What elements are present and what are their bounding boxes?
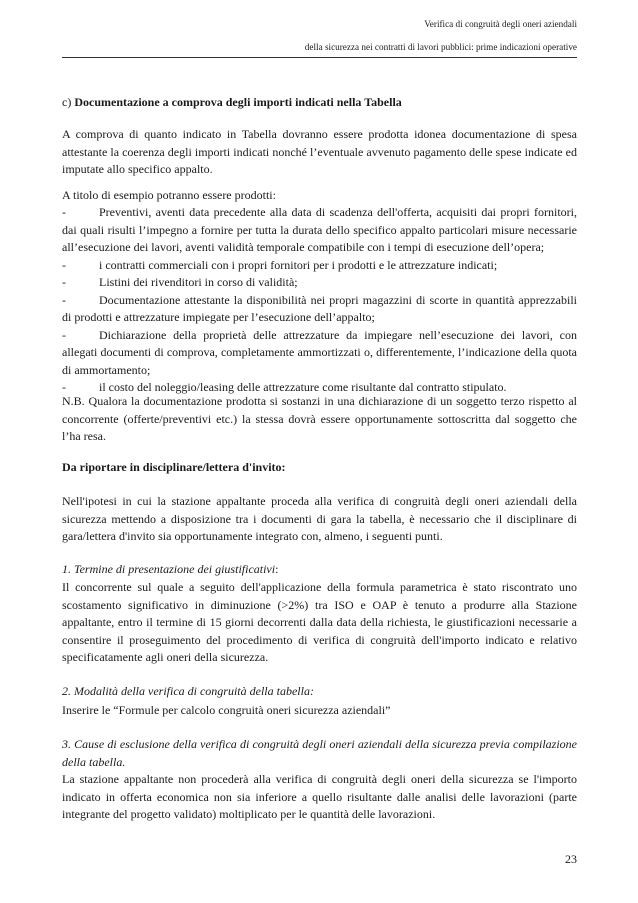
point3-paragraph: La stazione appaltante non procederà alla verifica di congruità degli oneri della sicurezza se l'importo indicato in offerta economica non sia inferiore a quello risultante dalle analisi delle lavorazioni (parte integrante del progetto validato) moltiplicato per le quantità delle lavorazioni. <box>62 772 577 821</box>
disciplinare-heading: Da riportare in disciplinare/lettera d'invito: <box>62 460 286 474</box>
section-c-title: Documentazione a comprova degli importi indicati nella Tabella <box>74 95 402 109</box>
page-number: 23 <box>565 852 577 866</box>
point1-title: 1. Termine di presentazione dei giustificativi <box>62 562 276 576</box>
disciplinare-paragraph: Nell'ipotesi in cui la stazione appaltante proceda alla verifica di congruità degli oneri aziendali della sicurezza mettendo a disposizione tra i documenti di gara la tabella, è necessario che il disciplinare di gara/lettera d'invito sia opportunamente integrato con, almeno, i seguenti punti. <box>62 494 577 543</box>
examples-list <box>62 204 577 397</box>
running-header-line2: della sicurezza nei contratti di lavori pubblici: prime indicazioni operative <box>304 42 577 52</box>
list-item: - il costo del noleggio/leasing delle attrezzature come risultante dal contratto stipulato. <box>62 379 577 397</box>
header-rule <box>62 57 577 58</box>
point3-heading: 3. Cause di esclusione della verifica di congruità degli oneri aziendali della sicurezza previa compilazione della tabella. <box>62 737 577 769</box>
section-c-heading <box>62 94 577 112</box>
point2-paragraph: Inserire le “Formule per calcolo congruità oneri sicurezza aziendali” <box>62 703 391 717</box>
list-dash: - <box>62 380 66 394</box>
list-dash: - <box>62 292 66 307</box>
section-c-prefix: c) <box>62 95 75 109</box>
point2-heading: 2. Modalità della verifica di congruità della tabella: <box>62 684 314 698</box>
list-item: - Documentazione attestante la disponibilità nei propri magazzini di scorte in quantità apprezzabili di prodotti e attrezzature impiegate per l’esecuzione dell’appalto; <box>62 292 577 324</box>
list-item: - Dichiarazione della proprietà delle attrezzature da impiegare nell’esecuzione dei lavori, con allegati documenti di comprova, completamente ammortizzati o, differentemente, l’indicazione della quota di ammortamento; <box>62 327 577 377</box>
list-dash: - <box>62 275 66 289</box>
list-item: - i contratti commerciali con i propri fornitori per i prodotti e le attrezzature indicati; <box>62 257 577 275</box>
nb-paragraph: N.B. Qualora la documentazione prodotta si sostanzi in una dichiarazione di un soggetto terzo rispetto al concorrente (offerte/preventivi etc.) la stessa dovrà essere opportunamente sottoscritta dal soggetto che l’ha resa. <box>62 394 577 443</box>
list-dash: - <box>62 327 66 342</box>
point1-heading: 1. Termine di presentazione dei giustificativi: <box>62 562 279 576</box>
point1-paragraph: Il concorrente sul quale a seguito dell'applicazione della formula parametrica è stato riscontrato uno scostamento significativo in diminuzione (>2%) tra ISO e OAP è tenuto a produrre alla Stazione appaltante, entro il termine di 15 giorni decorrenti dalla data della richiesta, le giustificazioni necessarie a consentire il proseguimento del procedimento di verifica di congruità dell'importo indicato e relativo specificatamente agli oneri della sicurezza. <box>62 580 577 664</box>
list-dash: - <box>62 257 66 272</box>
list-item: - Preventivi, aventi data precedente alla data di scadenza dell'offerta, acquisiti dai propri fornitori, dai quali risulti l’impegno a fornire per tutta la durata dello specifico appalto particolari misure necessarie all’esecuzione dei lavori, aventi validità temporale compatibile con i tempi di esecuzione dell’opera; <box>62 205 577 254</box>
list-dash: - <box>62 205 66 219</box>
running-header-line1: Verifica di congruità degli oneri aziendali <box>424 19 577 29</box>
list-item: - Listini dei rivenditori in corso di validità; <box>62 274 577 292</box>
section-c-paragraph: A comprova di quanto indicato in Tabella dovranno essere prodotta idonea documentazione di spesa attestante la coerenza degli importi indicati nonché l’eventuale avvenuto pagamento delle spese indicate ed imputate allo specifico appalto. <box>62 127 577 176</box>
examples-intro: A titolo di esempio potranno essere prodotti: <box>62 188 276 202</box>
